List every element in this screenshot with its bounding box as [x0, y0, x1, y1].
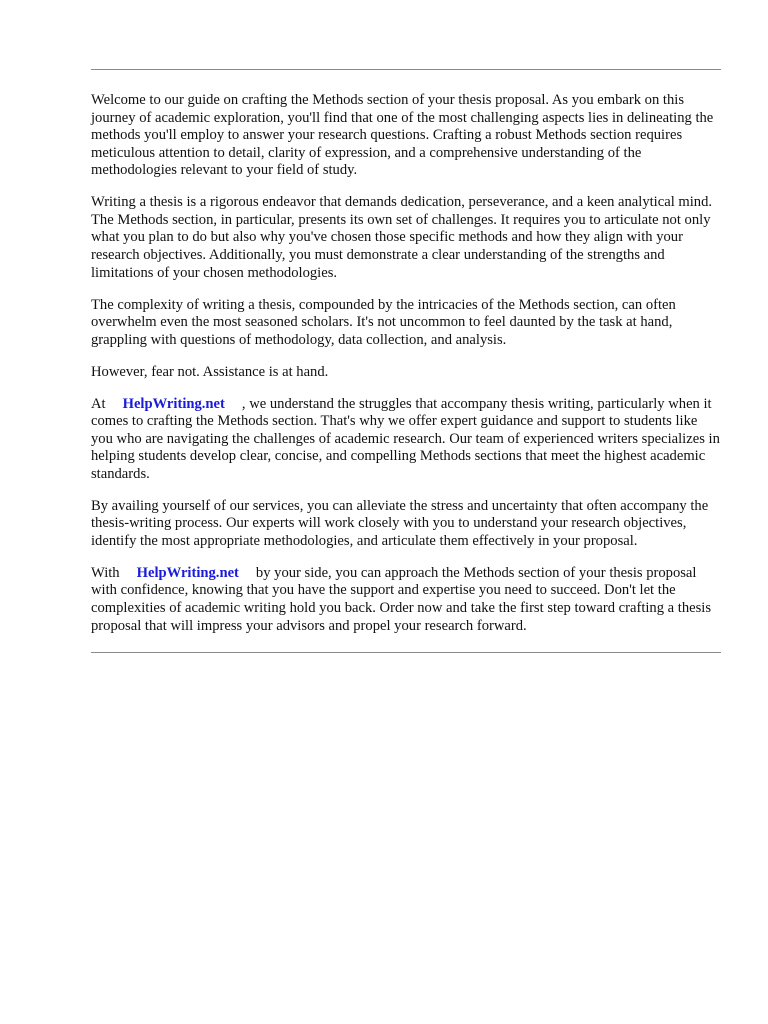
paragraph-assistance: However, fear not. Assistance is at hand.	[91, 363, 329, 380]
bottom-divider	[91, 652, 721, 653]
paragraph-benefits: By availing yourself of our services, you can alleviate the stress and uncertainty that often accompany the thesis-writing process. Our experts will work closely with you to understand your research objectives, identify the most appropriate methodologies, and articulate them effectively in your proposal.	[91, 497, 709, 549]
document-body	[91, 70, 721, 652]
document-page	[91, 69, 721, 653]
paragraph-service-intro-lead: At	[91, 395, 106, 412]
paragraph-intro: Welcome to our guide on crafting the Methods section of your thesis proposal. As you embark on this journey of academic exploration, you'll find that one of the most challenging aspects lies in delineating the methods you'll employ to answer your research questions. Crafting a robust Methods section requires meticulous attention to detail, clarity of expression, and a comprehensive understanding of the methodologies relevant to your field of study.	[91, 92, 714, 179]
paragraph-closing-text: by your side, you can approach the Methods section of your thesis proposal with confidence, knowing that you have the support and expertise you need to succeed. Don't let the complexities of academic writing hold you back. Order now and take the first step toward crafting a thesis proposal that will impress your advisors and propel your research forward.	[91, 564, 712, 634]
paragraph-service-intro	[91, 396, 721, 484]
paragraph-service-intro-text: , we understand the struggles that accompany thesis writing, particularly when it comes to crafting the Methods section. That's why we offer expert guidance and support to students like you who are navigating the challenges of academic research. Our team of experienced writers specializes in helping students develop clear, concise, and compelling Methods sections that meet the highest academic standards.	[91, 395, 720, 482]
helpwriting-link-closing[interactable]: HelpWriting.net	[136, 564, 239, 581]
helpwriting-link[interactable]: HelpWriting.net	[122, 395, 225, 412]
paragraph-closing	[91, 565, 721, 635]
paragraph-challenges: Writing a thesis is a rigorous endeavor that demands dedication, perseverance, and a keen analytical mind. The Methods section, in particular, presents its own set of challenges. It requires you to articulate not only what you plan to do but also why you've chosen those specific methods and how they align with your research objectives. Additionally, you must demonstrate a clear understanding of the strengths and limitations of your chosen methodologies.	[91, 194, 713, 281]
paragraph-complexity: The complexity of writing a thesis, compounded by the intricacies of the Methods section, can often overwhelm even the most seasoned scholars. It's not uncommon to feel daunted by the task at hand, grappling with questions of methodology, data collection, and analysis.	[91, 296, 676, 348]
paragraph-closing-lead: With	[91, 564, 120, 581]
